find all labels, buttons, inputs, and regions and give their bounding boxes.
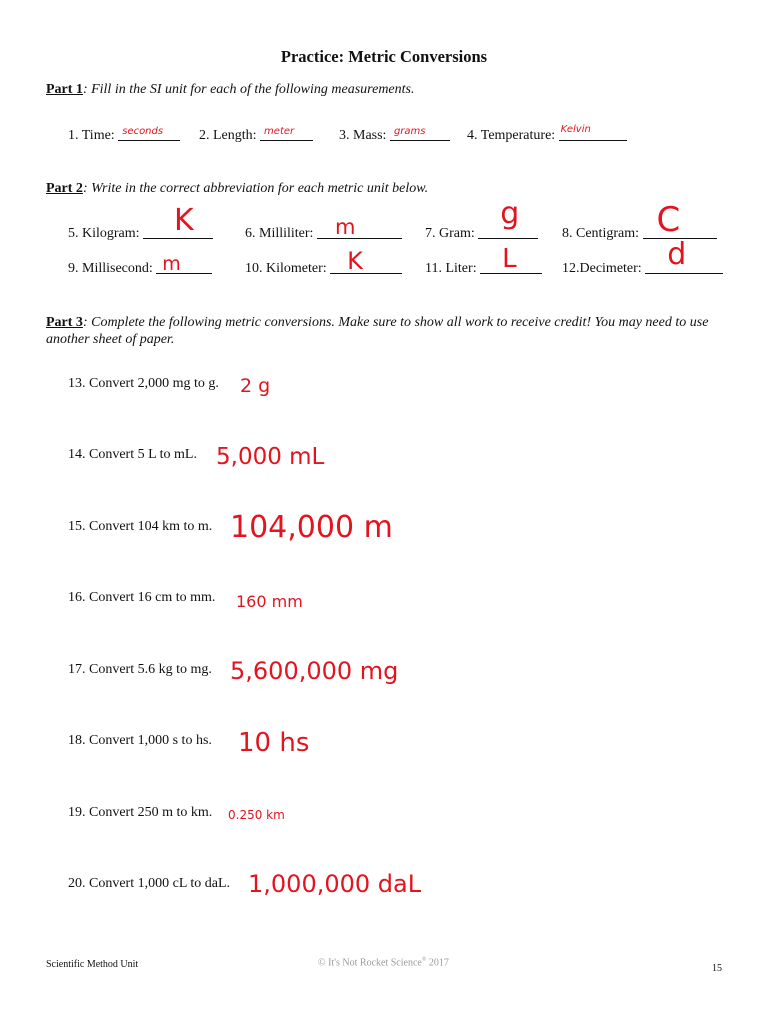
question-14-prompt: 14. Convert 5 L to mL. [68,447,197,462]
part1-label: Part 1 [46,82,83,97]
answer-16-handwriting: 160 mm [236,592,303,611]
question-12-prompt: 12.Decimeter: [562,261,642,276]
part3-heading [46,314,716,348]
answer-blank-6[interactable] [317,215,402,239]
question-5-prompt: 5. Kilogram: [68,226,140,241]
answer-blank-12[interactable] [645,237,723,274]
part1-heading [46,81,716,98]
question-4-prompt: 4. Temperature: [467,128,556,143]
answer-blank-2[interactable] [260,126,313,141]
question-8 [562,200,717,242]
registered-mark: ® [421,957,427,963]
answer-18-handwriting: 10 hs [238,728,310,758]
question-7-prompt: 7. Gram: [425,226,475,241]
question-19-prompt: 19. Convert 250 m to km. [68,805,213,820]
part2-heading [46,180,716,197]
footer-unit-name: Scientific Method Unit [46,959,139,970]
answer-5-handwriting: K [174,203,194,238]
page-number: 15 [712,963,722,974]
part3-instruction: : Complete the following metric conversions. Make sure to show all work to receive credit! You may need to use another sheet of paper. [46,315,709,347]
question-4 [467,126,627,144]
part1-instruction: : Fill in the SI unit for each of the following measurements. [82,82,415,97]
question-8-prompt: 8. Centigram: [562,226,639,241]
question-9-prompt: 9. Millisecond: [68,261,153,276]
answer-1-handwriting: seconds [122,126,164,137]
question-13-prompt: 13. Convert 2,000 mg to g. [68,376,219,391]
question-6 [245,215,402,242]
answer-blank-7[interactable] [478,196,538,239]
question-2 [199,126,313,144]
footer-copyright [318,957,449,968]
answer-20-handwriting: 1,000,000 daL [248,870,422,898]
answer-17-handwriting: 5,600,000 mg [230,657,399,685]
answer-blank-11[interactable] [480,244,542,274]
answer-4-handwriting: Kelvin [560,124,591,135]
answer-12-handwriting: d [667,237,687,272]
answer-blank-9[interactable] [156,253,212,275]
answer-blank-1[interactable] [118,126,180,141]
question-17-prompt: 17. Convert 5.6 kg to mg. [68,662,212,677]
question-18-prompt: 18. Convert 1,000 s to hs. [68,733,212,748]
question-2-prompt: 2. Length: [199,128,257,143]
answer-15-handwriting: 104,000 m [230,510,393,545]
answer-blank-3[interactable] [390,126,450,141]
answer-10-handwriting: K [347,247,363,275]
answer-14-handwriting: 5,000 mL [216,444,325,470]
question-1 [68,126,180,144]
answer-19-handwriting: 0.250 km [228,808,285,822]
question-16-prompt: 16. Convert 16 cm to mm. [68,590,216,605]
question-6-prompt: 6. Milliliter: [245,226,314,241]
question-3-prompt: 3. Mass: [339,128,387,143]
question-7 [425,196,538,242]
question-3 [339,126,450,144]
answer-8-handwriting: C [656,200,681,240]
page-title: Practice: Metric Conversions [280,47,488,66]
question-1-prompt: 1. Time: [68,128,115,143]
answer-blank-10[interactable] [330,247,402,275]
answer-13-handwriting: 2 g [240,375,271,397]
question-11-prompt: 11. Liter: [425,261,477,276]
question-9 [68,253,212,277]
answer-blank-4[interactable] [559,126,627,141]
part3-label: Part 3 [46,315,83,330]
answer-9-handwriting: m [162,253,181,275]
answer-2-handwriting: meter [264,126,295,137]
footer-copyright-year: 2017 [426,957,449,969]
question-12 [562,237,723,277]
part2-instruction: : Write in the correct abbreviation for each metric unit below. [82,181,429,196]
question-5 [68,203,213,242]
part2-label: Part 2 [46,181,83,196]
question-10 [245,247,402,277]
answer-11-handwriting: L [502,244,517,274]
question-10-prompt: 10. Kilometer: [245,261,327,276]
answer-blank-5[interactable] [143,203,213,239]
answer-6-handwriting: m [334,215,356,239]
answer-3-handwriting: grams [393,126,426,137]
answer-7-handwriting: g [500,196,520,231]
question-11 [425,244,542,277]
question-20-prompt: 20. Convert 1,000 cL to daL. [68,876,231,891]
footer-copyright-text: © It's Not Rocket Science [318,957,422,969]
question-15-prompt: 15. Convert 104 km to m. [68,519,213,534]
